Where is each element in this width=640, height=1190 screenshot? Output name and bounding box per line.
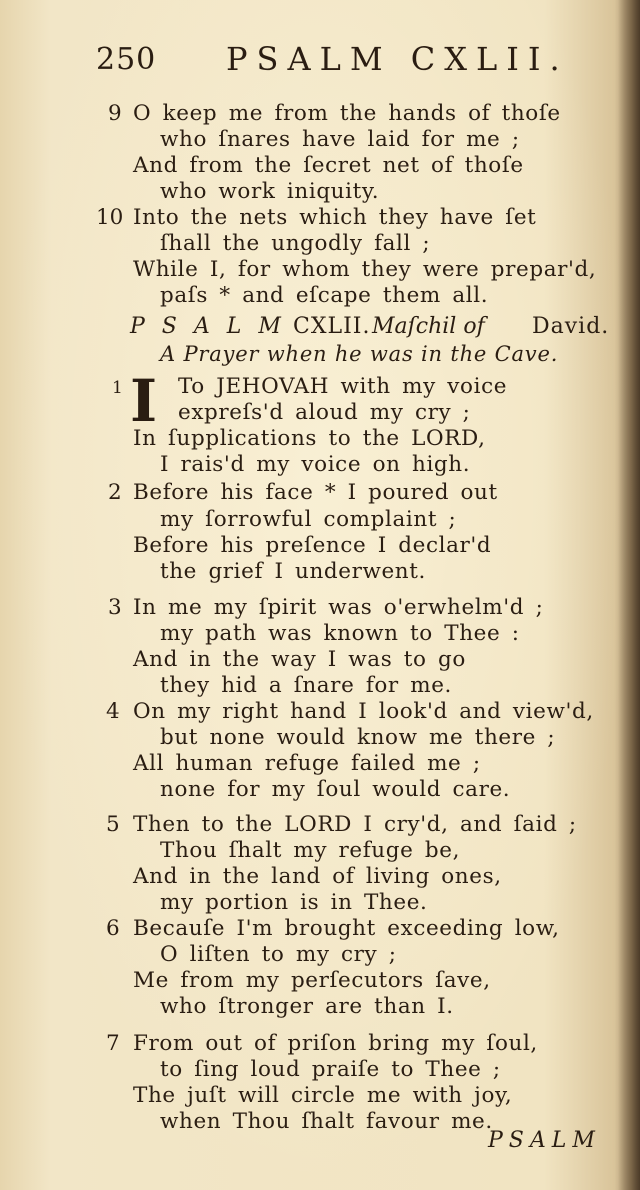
verse-line: O keep me from the hands of thoſe (133, 101, 561, 126)
verse-line: And from the ſecret net of thoſe (133, 153, 524, 178)
verse-line: And in the way I was to go (133, 647, 466, 672)
verse-line: who work iniquity. (160, 179, 380, 204)
verse-line: While I, for whom they were prepar'd, (133, 257, 597, 282)
verse-line: but none would know me there ; (160, 725, 556, 750)
page-header (96, 38, 600, 88)
verse-line: Before his preſence I declar'd (133, 533, 492, 558)
psalm-heading-number: CXLII. (293, 314, 371, 339)
verse-number: 10 (96, 205, 124, 230)
verse-line: they hid a ſnare for me. (160, 673, 452, 698)
psalm-heading-author: David. (532, 314, 610, 339)
verse-number: 2 (108, 480, 122, 505)
page-edge-shadow (618, 0, 640, 1190)
verse-line: who ſtronger are than I. (160, 994, 454, 1019)
verse-line: O liſten to my cry ; (160, 942, 397, 967)
verse-line: I rais'd my voice on high. (160, 452, 471, 477)
verse-line: On my right hand I look'd and view'd, (133, 699, 594, 724)
verse-number: 4 (106, 699, 120, 724)
verse-line: In me my ſpirit was o'erwhelm'd ; (133, 595, 544, 620)
verse-line: Becauſe I'm brought exceeding low, (133, 916, 560, 941)
verse-line: Into the nets which they have ſet (133, 205, 537, 230)
verse-line: when Thou ſhalt favour me. (160, 1109, 493, 1134)
catchword: PSALM (488, 1128, 601, 1153)
verse-line: Before his face * I poured out (133, 480, 498, 505)
verse-number: 3 (108, 595, 122, 620)
drop-cap: I (130, 367, 158, 435)
verse-number: 7 (106, 1031, 120, 1056)
verse-line: To JEHOVAH with my voice (178, 374, 508, 399)
verse-line: Me from my perſecutors ſave, (133, 968, 491, 993)
page-number: 250 (96, 42, 157, 77)
verse-line: From out of priſon bring my ſoul, (133, 1031, 538, 1056)
verse-line: my path was known to Thee : (160, 621, 520, 646)
verse-line: the grief I underwent. (160, 559, 426, 584)
verse-line: In ſupplications to the LORD, (133, 426, 486, 451)
verse-line: none for my ſoul would care. (160, 777, 511, 802)
verse-line: my portion is in Thee. (160, 890, 428, 915)
verse-line: The juſt will circle me with joy, (133, 1083, 513, 1108)
verse-number: 6 (106, 916, 120, 941)
verse-line: All human refuge failed me ; (133, 751, 481, 776)
psalm-heading-title: Maſchil of (372, 314, 485, 339)
verse-line: expreſs'd aloud my cry ; (178, 400, 471, 425)
verse-line: my ſorrowful complaint ; (160, 507, 457, 532)
verse-number: 1 (112, 378, 123, 398)
psalm-subtitle: A Prayer when he was in the Cave. (160, 342, 559, 366)
verse-line: And in the land of living ones, (133, 864, 502, 889)
verse-line: who ſnares have laid for me ; (160, 127, 520, 152)
verse-line: Then to the LORD I cry'd, and ſaid ; (133, 812, 577, 837)
verse-line: Thou ſhalt my refuge be, (160, 838, 461, 863)
running-title: PSALM CXLII. (226, 40, 569, 78)
verse-line: ſhall the ungodly fall ; (160, 231, 431, 256)
verse-line: to ſing loud praiſe to Thee ; (160, 1057, 501, 1082)
verse-number: 9 (108, 101, 122, 126)
verse-number: 5 (106, 812, 120, 837)
verse-line: paſs * and eſcape them all. (160, 283, 489, 308)
psalm-heading-word: P S A L M (130, 314, 286, 339)
